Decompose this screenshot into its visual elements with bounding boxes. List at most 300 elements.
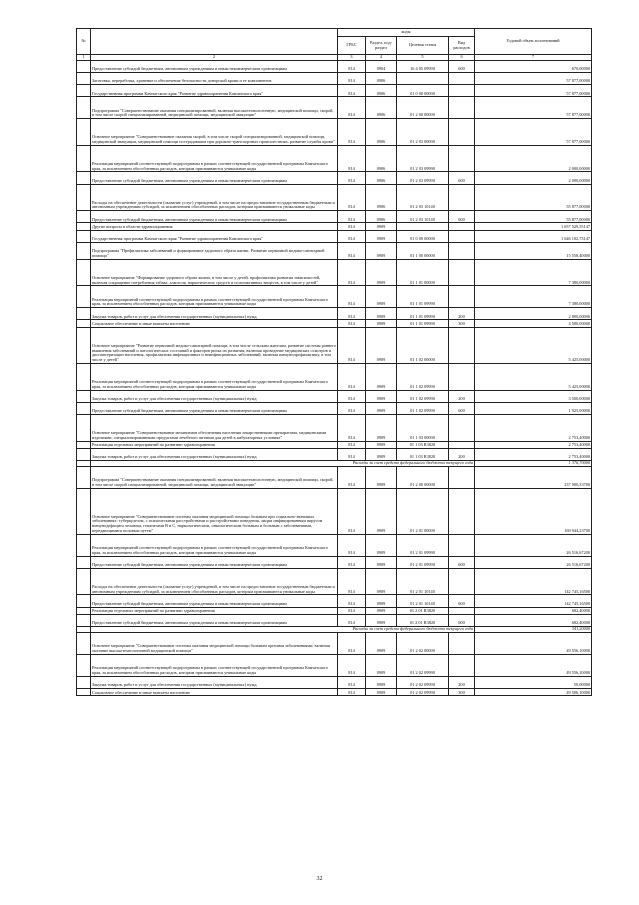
table-row [77,688,592,695]
target-cell: 01 1 00 00000 [397,242,449,259]
grbs-cell: 814 [338,534,366,556]
grbs-cell: 814 [338,145,366,172]
target-cell: 01 2 01 09990 [397,534,449,556]
table-row [77,654,592,676]
grbs-cell: 814 [338,60,366,72]
item-name-cell: Реализация мероприятий соответствующей подпрограммы в рамках соответствующей государственной программы Камчатского края, за исключением обособленных расходов, которым присваиваются уникальные коды [91,534,338,556]
target-cell: 01 0 00 00000 [397,85,449,97]
header-expense-type: Вид расходов [449,37,475,55]
item-name-cell: Основное мероприятие "Совершенствование механизмов обеспечения населения лекарственными препаратами, медицинскими изделиями, специализированными продуктами лечебного питания для детей в амбулаторных условиях" [91,415,338,442]
section-cell: 0904 [366,60,397,72]
table-row [77,242,592,259]
col-number: 5 [397,55,449,61]
target-cell: 01 2 01 10140 [397,568,449,595]
table-row [77,614,592,626]
expense-type-cell [449,441,475,448]
table-row [77,172,592,184]
item-name-cell: Социальное обеспечение и иные выплаты населению [91,688,338,695]
amount-cell: 5 425,00000 [475,327,592,363]
grbs-cell: 814 [338,211,366,223]
section-cell: 0906 [366,97,397,119]
item-name-cell: Основное мероприятие "Формирование здорового образа жизни, в том числе у детей, профилактика развития зависимостей, включая сокращение потребления табака, алкоголя, наркотических средств и психоактивных веществ, в том числе у детей" [91,259,338,286]
amount-cell: 49 556,10000 [475,654,592,676]
section-cell: 0909 [366,633,397,655]
section-cell: 0909 [366,556,397,568]
expense-type-cell [449,654,475,676]
amount-cell: 2 800,00000 [475,308,592,320]
grbs-cell: 814 [338,364,366,391]
page-number: 32 [316,876,323,882]
header-section: Раздел, под-раздел [366,37,397,55]
item-name-cell: Подпрограмма "Профилактика заболеваний и формирование здорового образа жизни. Развитие первичной медико-санитарной помощи" [91,242,338,259]
target-cell: 01 2 01 10140 [397,595,449,607]
expense-type-cell: 600 [449,172,475,184]
amount-cell: 55 877,00000 [475,211,592,223]
expense-type-cell [449,534,475,556]
table-row [77,534,592,556]
target-cell: 01 1 03 R3820 [397,449,449,461]
item-name-cell: Закупка товаров, работ и услуг для обеспечения государственных (муниципальных) нужд [91,308,338,320]
target-cell: 01 2 01 09990 [397,556,449,568]
header-grbs: ГРБС [338,37,366,55]
col-number: 4 [366,55,397,61]
row-number-cell [77,449,91,461]
row-number-cell [77,223,91,230]
section-cell: 0909 [366,441,397,448]
table-row [77,556,592,568]
expense-type-cell: 200 [449,676,475,688]
table-row [77,415,592,442]
item-name-cell: Основное мероприятие "Совершенствование системы оказания медицинской помощи больным прочими заболеваниями, включая оказание высокотехнологичной медицинской помощи" [91,633,338,655]
expense-type-cell: 200 [449,449,475,461]
grbs-cell: 814 [338,223,366,230]
table-row [77,308,592,320]
header-num: № [77,29,91,55]
table-body [77,60,592,696]
expense-type-cell [449,364,475,391]
expense-type-cell [449,242,475,259]
item-name-cell: Подпрограмма "Совершенствование оказания специализированной, включая высокотехнологичную, медицинской помощи, скорой, в том числе скорой специализированной, медицинской помощи, медицинской эвакуации" [91,467,338,489]
amount-cell: 341,20000 [475,627,592,633]
row-number-cell [77,488,91,534]
table-row [77,286,592,308]
section-cell: 0909 [366,364,397,391]
item-name-cell: Реализация мероприятий соответствующей подпрограммы в рамках соответствующей государственной программы Камчатского края, за исключением обособленных расходов, которым присваиваются уникальные коды [91,654,338,676]
item-name-cell: Социальное обеспечение и иные выплаты населению [91,320,338,327]
budget-table [76,28,592,696]
expense-type-cell: 600 [449,211,475,223]
table-row [77,230,592,242]
row-number-cell [77,688,91,695]
amount-cell: 15 558,40000 [475,242,592,259]
expense-type-cell [449,568,475,595]
amount-cell: 49 556,10000 [475,633,592,655]
grbs-cell: 814 [338,654,366,676]
table-row [77,60,592,72]
table-row [77,467,592,489]
expense-type-cell [449,119,475,146]
amount-cell: 57 877,00000 [475,97,592,119]
item-name-cell: Предоставление субсидий бюджетным, автономным учреждениям и иным некоммерческим организациям [91,60,338,72]
section-cell: 0906 [366,72,397,84]
table-row [77,607,592,614]
item-name-cell: Закупка товаров, работ и услуг для обеспечения государственных (муниципальных) нужд [91,676,338,688]
target-cell: 01 1 02 09990 [397,390,449,402]
amount-cell: 1 376,70000 [475,461,592,467]
item-name-cell: Основное мероприятие "Совершенствование оказания скорой, в том числе скорой специализированной, медицинской помощи, медицинской эвакуации, медицинской помощи пострадавшим при дорожно-транспортных происшествиях, развитие службы крови" [91,119,338,146]
row-number-cell [77,390,91,402]
amount-cell: 2 000,00000 [475,145,592,172]
grbs-cell: 814 [338,286,366,308]
row-number-cell [77,568,91,595]
item-name-cell: Предоставление субсидий бюджетным, автономным учреждениям и иным некоммерческим организациям [91,402,338,414]
row-number-cell [77,119,91,146]
expense-type-cell [449,259,475,286]
row-number-cell [77,607,91,614]
table-row [77,211,592,223]
expense-type-cell [449,184,475,211]
section-cell: 0909 [366,654,397,676]
target-cell: 01 2 00 00000 [397,467,449,489]
target-cell [397,223,449,230]
amount-cell: 169 944,23700 [475,488,592,534]
federal-budget-note: Расходы за счет средств федерального бюджета текущего года [91,627,475,633]
expense-type-cell [449,488,475,534]
target-cell [397,72,449,84]
expense-type-cell [449,85,475,97]
grbs-cell: 814 [338,242,366,259]
target-cell: 16 4 05 09990 [397,60,449,72]
table-row [77,441,592,448]
item-name-cell: Предоставление субсидий бюджетным, автономным учреждениям и иным некоммерческим организациям [91,172,338,184]
table-row [77,119,592,146]
item-name-cell: Закупка товаров, работ и услуг для обеспечения государственных (муниципальных) нужд [91,390,338,402]
grbs-cell: 814 [338,595,366,607]
col-number: 1 [77,55,91,61]
amount-cell: 2 753,40000 [475,415,592,442]
item-name-cell: Предоставление субсидий бюджетным, автономным учреждениям и иным некоммерческим организациям [91,595,338,607]
row-number-cell [77,72,91,84]
target-cell: 01 2 02 00000 [397,633,449,655]
col-number: 2 [91,55,338,61]
item-name-cell: Реализация мероприятий соответствующей подпрограммы в рамках соответствующей государственной программы Камчатского края, за исключением обособленных расходов, которым присваиваются уникальные коды [91,286,338,308]
grbs-cell: 814 [338,230,366,242]
target-cell: 01 1 01 00000 [397,259,449,286]
federal-budget-note: Расходы за счет средств федерального бюджета текущего года [91,461,475,467]
expense-type-cell: 600 [449,595,475,607]
row-number-cell [77,327,91,363]
row-number-cell [77,172,91,184]
grbs-cell: 814 [338,184,366,211]
table-row [77,390,592,402]
amount-cell: 2 753,40000 [475,441,592,448]
target-cell: 01 1 01 09990 [397,320,449,327]
amount-cell: 4 580,00000 [475,320,592,327]
budget-sheet [76,28,591,696]
grbs-cell: 814 [338,172,366,184]
table-row [77,402,592,414]
row-number-cell [77,242,91,259]
section-cell: 0909 [366,286,397,308]
target-cell: 01 0 00 00000 [397,230,449,242]
expense-type-cell: 600 [449,614,475,626]
row-number-cell [77,556,91,568]
amount-cell: 55 877,00000 [475,184,592,211]
section-cell: 0909 [366,607,397,614]
grbs-cell: 814 [338,676,366,688]
grbs-cell: 814 [338,72,366,84]
grbs-cell: 814 [338,467,366,489]
grbs-cell: 814 [338,488,366,534]
amount-cell: 142 745,16500 [475,568,592,595]
grbs-cell: 814 [338,308,366,320]
section-cell: 0909 [366,230,397,242]
header-target: Целевая статья [397,37,449,55]
target-cell: 01 1 01 09990 [397,286,449,308]
table-row [77,488,592,534]
amount-cell: 26 516,67200 [475,556,592,568]
row-number-cell [77,441,91,448]
amount-cell: 50,00000 [475,676,592,688]
target-cell: 01 2 01 R3820 [397,614,449,626]
target-cell: 01 1 02 09990 [397,364,449,391]
table-row [77,259,592,286]
target-cell: 01 2 01 00000 [397,488,449,534]
grbs-cell: 814 [338,556,366,568]
amount-cell: 1 646 102,73147 [475,230,592,242]
table-header [77,29,592,61]
row-number-cell [77,97,91,119]
section-cell: 0909 [366,449,397,461]
item-name-cell: Предоставление субсидий бюджетным, автономным учреждениям и иным некоммерческим организациям [91,614,338,626]
section-cell: 0909 [366,614,397,626]
amount-cell: 57 877,00000 [475,85,592,97]
expense-type-cell: 300 [449,688,475,695]
expense-type-cell [449,633,475,655]
item-name-cell: Расходы на обеспечение деятельности (оказание услуг) учреждений, в том числе на предоставление государственным бюджетным и автономным учреждениям субсидий, за исключением обособленных расходов, которым присваиваются уникальные коды [91,184,338,211]
row-number-cell [77,654,91,676]
expense-type-cell: 300 [449,320,475,327]
target-cell: 01 2 03 09990 [397,145,449,172]
item-name-cell: Предоставление субсидий бюджетным, автономным учреждениям и иным некоммерческим организациям [91,211,338,223]
row-number-cell [77,85,91,97]
expense-type-cell [449,607,475,614]
table-row [77,568,592,595]
table-row [77,633,592,655]
grbs-cell: 814 [338,390,366,402]
amount-cell: 682,40000 [475,614,592,626]
grbs-cell: 814 [338,633,366,655]
table-row [77,184,592,211]
section-cell: 0909 [366,223,397,230]
table-row [77,145,592,172]
row-number-cell [77,259,91,286]
item-name-cell: Основное мероприятие "Совершенствование системы оказания медицинской помощи больным при социально-значимых заболеваниях: туберкулезом, с психическими расстройствами и расстройствами поведения, лицам инфицированным вирусом иммунодефицита человека, гепатитами B и C, наркологическим, онкологическим больным и больным с заболеваниями, передающимися половым путем" [91,488,338,534]
expense-type-cell [449,72,475,84]
expense-type-cell [449,327,475,363]
expense-type-cell: 600 [449,60,475,72]
amount-cell: 1 925,00000 [475,402,592,414]
target-cell: 01 1 02 09990 [397,402,449,414]
grbs-cell: 814 [338,441,366,448]
table-row [77,595,592,607]
amount-cell: 2 753,40000 [475,449,592,461]
amount-cell: 7 380,00000 [475,286,592,308]
table-row [77,85,592,97]
item-name-cell: Реализация отдельных мероприятий по развитию здравоохранения [91,607,338,614]
expense-type-cell [449,145,475,172]
target-cell: 01 1 03 R3820 [397,441,449,448]
table-row [77,676,592,688]
table-row [77,223,592,230]
target-cell: 01 2 01 R3820 [397,607,449,614]
amount-cell: 57 877,00000 [475,119,592,146]
section-cell: 0906 [366,85,397,97]
section-cell: 0909 [366,676,397,688]
section-cell: 0909 [366,467,397,489]
row-number-cell [77,308,91,320]
row-number-cell [77,467,91,489]
grbs-cell: 814 [338,415,366,442]
section-cell: 0906 [366,145,397,172]
section-cell: 0906 [366,184,397,211]
row-number-cell [77,320,91,327]
table-row [77,320,592,327]
row-number-cell [77,402,91,414]
item-name-cell: Реализация отдельных мероприятий по развитию здравоохранения [91,441,338,448]
target-cell: 01 2 00 00000 [397,97,449,119]
expense-type-cell: 200 [449,390,475,402]
item-name-cell: Другие вопросы в области здравоохранения [91,223,338,230]
col-number: 3 [338,55,366,61]
grbs-cell: 814 [338,97,366,119]
amount-cell: 26 516,67200 [475,534,592,556]
section-cell: 0909 [366,488,397,534]
expense-type-cell [449,97,475,119]
row-number-cell [77,230,91,242]
target-cell: 01 1 01 09990 [397,308,449,320]
amount-cell: 2 000,00000 [475,172,592,184]
target-cell: 01 2 03 10140 [397,211,449,223]
expense-type-cell: 200 [449,308,475,320]
item-name-cell: Реализация мероприятий соответствующей подпрограммы в рамках соответствующей государственной программы Камчатского края, за исключением обособленных расходов, которым присваиваются уникальные коды [91,145,338,172]
amount-cell: 49 506,10000 [475,688,592,695]
item-name-cell: Расходы на обеспечение деятельности (оказание услуг) учреждений, в том числе на предоставление государственным бюджетным и автономным учреждениям субсидий, за исключением обособленных расходов, которым присваиваются уникальные коды [91,568,338,595]
section-cell: 0909 [366,320,397,327]
target-cell: 01 1 03 00000 [397,415,449,442]
col-number: 6 [449,55,475,61]
item-name-cell: Предоставление субсидий бюджетным, автономным учреждениям и иным некоммерческим организациям [91,556,338,568]
amount-cell: 3 500,00000 [475,390,592,402]
grbs-cell: 814 [338,85,366,97]
grbs-cell: 814 [338,327,366,363]
grbs-cell: 814 [338,607,366,614]
item-name-cell: Основное мероприятие "Развитие первичной медико-санитарной помощи, в том числе сельским жителям, развитие системы раннего выявления заболеваний и патологических состояний и факторов риска их развития, включая проведение медицинских осмотров и диспансеризации населения, профилактика инфекционных и неинфекционных заболеваний, включая иммунопрофилактику, в том числе у детей" [91,327,338,363]
item-name-cell: Подпрограмма "Совершенствование оказания специализированной, включая высокотехнологичную, медицинской помощи, скорой, в том числе скорой специализированной, медицинской помощи, медицинской эвакуации" [91,97,338,119]
row-number-cell [77,614,91,626]
expense-type-cell: 600 [449,402,475,414]
row-number-cell [77,145,91,172]
amount-cell: 142 745,16500 [475,595,592,607]
expense-type-cell [449,415,475,442]
section-cell: 0909 [366,534,397,556]
row-number-cell [77,364,91,391]
grbs-cell: 814 [338,402,366,414]
target-cell: 01 2 02 09990 [397,654,449,676]
table-row [77,72,592,84]
expense-type-cell [449,286,475,308]
table-row [77,449,592,461]
section-cell: 0909 [366,259,397,286]
header-name [91,29,338,55]
section-cell: 0909 [366,568,397,595]
grbs-cell: 814 [338,259,366,286]
row-number-cell [77,534,91,556]
item-name-cell: Заготовка, переработка, хранение и обеспечение безопасности донорской крови и ее компонентов [91,72,338,84]
section-cell: 0909 [366,402,397,414]
section-cell: 0909 [366,415,397,442]
section-cell: 0906 [366,119,397,146]
target-cell: 01 2 02 09990 [397,676,449,688]
section-cell: 0909 [366,595,397,607]
section-cell: 0909 [366,688,397,695]
item-name-cell: Государственная программа Камчатского края "Развитие здравоохранения Камчатского края" [91,85,338,97]
target-cell: 01 2 03 00000 [397,119,449,146]
row-number-cell [77,415,91,442]
amount-cell: 682,40000 [475,607,592,614]
amount-cell: 5 425,00000 [475,364,592,391]
target-cell: 01 2 02 09990 [397,688,449,695]
row-number-cell [77,211,91,223]
section-cell: 0909 [366,327,397,363]
amount-cell: 1 657 529,55147 [475,223,592,230]
section-cell: 0909 [366,390,397,402]
section-cell: 0909 [366,308,397,320]
table-row [77,327,592,363]
row-number-cell [77,595,91,607]
item-name-cell: Государственная программа Камчатского края "Развитие здравоохранения Камчатского края" [91,230,338,242]
row-number-cell [77,184,91,211]
item-name-cell: Закупка товаров, работ и услуг для обеспечения государственных (муниципальных) нужд [91,449,338,461]
expense-type-cell [449,230,475,242]
row-number-cell [77,60,91,72]
header-amount: Годовой объем ассигнований [475,29,592,55]
table-row [77,364,592,391]
grbs-cell: 814 [338,688,366,695]
header-codes: коды [338,29,475,37]
table-row [77,97,592,119]
amount-cell: 57 877,00000 [475,72,592,84]
row-number-cell [77,633,91,655]
grbs-cell: 814 [338,320,366,327]
amount-cell: 670,00000 [475,60,592,72]
target-cell: 01 2 03 09990 [397,172,449,184]
grbs-cell: 814 [338,614,366,626]
target-cell: 01 1 02 00000 [397,327,449,363]
expense-type-cell: 600 [449,556,475,568]
item-name-cell: Реализация мероприятий соответствующей подпрограммы в рамках соответствующей государственной программы Камчатского края, за исключением обособленных расходов, которым присваиваются уникальные коды [91,364,338,391]
amount-cell: 237 000,33700 [475,467,592,489]
target-cell: 01 2 03 10140 [397,184,449,211]
grbs-cell: 814 [338,568,366,595]
expense-type-cell [449,467,475,489]
amount-cell: 7 380,00000 [475,259,592,286]
section-cell: 0906 [366,172,397,184]
col-number: 7 [475,55,592,61]
section-cell: 0906 [366,211,397,223]
row-number-cell [77,676,91,688]
expense-type-cell [449,223,475,230]
